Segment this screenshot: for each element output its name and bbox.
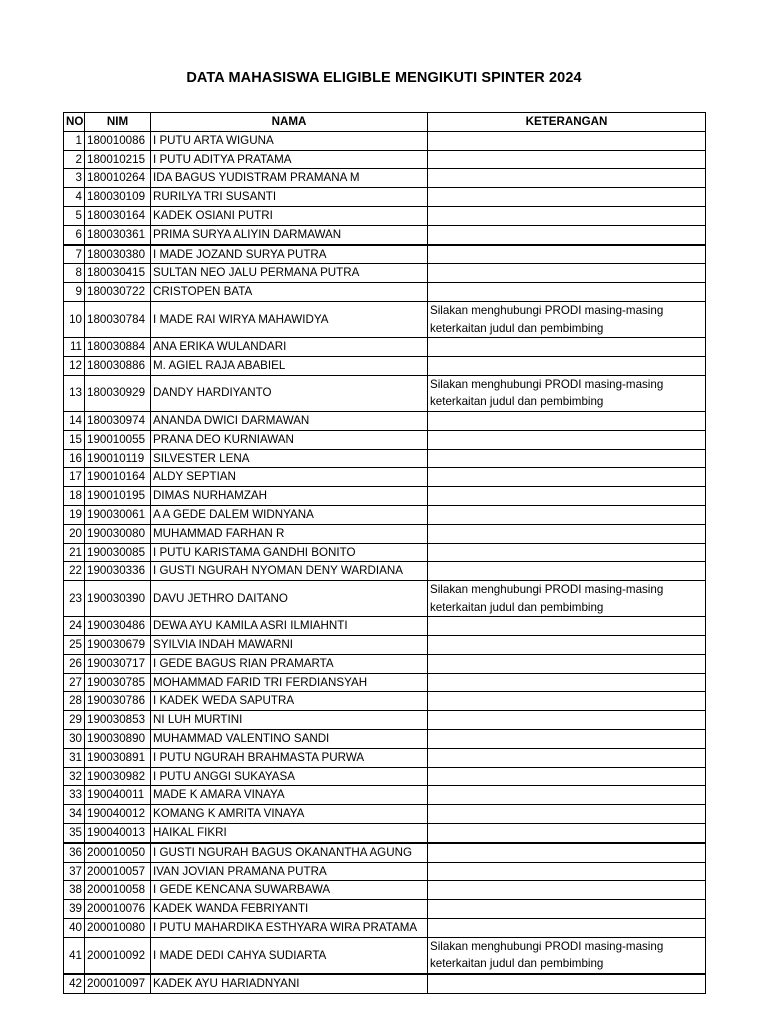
table-row [64, 805, 706, 824]
cell-nama: MUHAMMAD VALENTINO SANDI [151, 730, 428, 749]
cell-nama: M. AGIEL RAJA ABABIEL [151, 356, 428, 375]
cell-nama: IVAN JOVIAN PRAMANA PUTRA [151, 862, 428, 881]
cell-nim: 190030080 [85, 524, 151, 543]
table-row [64, 206, 706, 225]
cell-nama: PRIMA SURYA ALIYIN DARMAWAN [151, 225, 428, 244]
cell-keterangan [428, 245, 706, 264]
cell-keterangan [428, 654, 706, 673]
cell-nim: 190030390 [85, 581, 151, 617]
table-row [64, 711, 706, 730]
table-row [64, 524, 706, 543]
cell-keterangan [428, 188, 706, 207]
cell-nama: I GUSTI NGURAH NYOMAN DENY WARDIANA [151, 562, 428, 581]
cell-no: 3 [64, 169, 85, 188]
cell-keterangan [428, 786, 706, 805]
cell-nama: NI LUH MURTINI [151, 711, 428, 730]
cell-nama: I MADE DEDI CAHYA SUDIARTA [151, 937, 428, 974]
cell-keterangan [428, 711, 706, 730]
table-row [64, 225, 706, 244]
cell-nim: 190030486 [85, 617, 151, 636]
cell-nama: I MADE RAI WIRYA MAHAWIDYA [151, 301, 428, 337]
cell-keterangan [428, 805, 706, 824]
cell-nama: I PUTU ADITYA PRATAMA [151, 150, 428, 169]
cell-nama: MADE K AMARA VINAYA [151, 786, 428, 805]
cell-keterangan: Silakan menghubungi PRODI masing-masing keterkaitan judul dan pembimbing [428, 375, 706, 411]
cell-nim: 180030974 [85, 411, 151, 430]
cell-nim: 190040011 [85, 786, 151, 805]
cell-nama: SYILVIA INDAH MAWARNI [151, 636, 428, 655]
cell-nama: I GEDE BAGUS RIAN PRAMARTA [151, 654, 428, 673]
table-row [64, 543, 706, 562]
table-row [64, 468, 706, 487]
table-row [64, 862, 706, 881]
cell-nama: I GEDE KENCANA SUWARBAWA [151, 881, 428, 900]
cell-keterangan [428, 264, 706, 283]
cell-keterangan [428, 562, 706, 581]
cell-nama: I MADE JOZAND SURYA PUTRA [151, 245, 428, 264]
cell-no: 13 [64, 375, 85, 411]
cell-no: 34 [64, 805, 85, 824]
cell-nim: 180030884 [85, 338, 151, 357]
cell-keterangan [428, 767, 706, 786]
header-nim: NIM [85, 113, 151, 132]
cell-keterangan [428, 673, 706, 692]
table-row [64, 692, 706, 711]
cell-nim: 200010080 [85, 919, 151, 938]
cell-no: 18 [64, 487, 85, 506]
cell-no: 9 [64, 283, 85, 302]
cell-no: 12 [64, 356, 85, 375]
cell-no: 8 [64, 264, 85, 283]
cell-no: 40 [64, 919, 85, 938]
cell-nama: MOHAMMAD FARID TRI FERDIANSYAH [151, 673, 428, 692]
cell-no: 36 [64, 843, 85, 862]
cell-no: 25 [64, 636, 85, 655]
cell-no: 10 [64, 301, 85, 337]
cell-no: 23 [64, 581, 85, 617]
cell-nim: 190030336 [85, 562, 151, 581]
cell-nama: KOMANG K AMRITA VINAYA [151, 805, 428, 824]
cell-no: 32 [64, 767, 85, 786]
table-row [64, 824, 706, 843]
cell-no: 19 [64, 505, 85, 524]
cell-no: 15 [64, 430, 85, 449]
cell-nim: 190030717 [85, 654, 151, 673]
cell-keterangan [428, 131, 706, 150]
table-row [64, 937, 706, 974]
cell-no: 27 [64, 673, 85, 692]
cell-no: 21 [64, 543, 85, 562]
table-row [64, 188, 706, 207]
cell-no: 37 [64, 862, 85, 881]
cell-no: 4 [64, 188, 85, 207]
cell-nim: 190010055 [85, 430, 151, 449]
cell-nim: 190010195 [85, 487, 151, 506]
cell-no: 30 [64, 730, 85, 749]
cell-nim: 180030886 [85, 356, 151, 375]
cell-nim: 190010164 [85, 468, 151, 487]
cell-keterangan [428, 169, 706, 188]
cell-nama: CRISTOPEN BATA [151, 283, 428, 302]
table-row [64, 974, 706, 993]
cell-keterangan [428, 468, 706, 487]
table-row [64, 430, 706, 449]
table-row [64, 487, 706, 506]
cell-nama: I PUTU NGURAH BRAHMASTA PURWA [151, 748, 428, 767]
cell-nim: 180030722 [85, 283, 151, 302]
cell-no: 28 [64, 692, 85, 711]
cell-nama: ALDY SEPTIAN [151, 468, 428, 487]
cell-nama: I PUTU MAHARDIKA ESTHYARA WIRA PRATAMA [151, 919, 428, 938]
cell-no: 1 [64, 131, 85, 150]
cell-no: 42 [64, 974, 85, 993]
table-row [64, 131, 706, 150]
cell-keterangan: Silakan menghubungi PRODI masing-masing keterkaitan judul dan pembimbing [428, 937, 706, 974]
cell-keterangan [428, 900, 706, 919]
cell-nama: KADEK WANDA FEBRIYANTI [151, 900, 428, 919]
cell-nama: SULTAN NEO JALU PERMANA PUTRA [151, 264, 428, 283]
cell-no: 39 [64, 900, 85, 919]
cell-nama: PRANA DEO KURNIAWAN [151, 430, 428, 449]
cell-nim: 180030164 [85, 206, 151, 225]
cell-nama: KADEK OSIANI PUTRI [151, 206, 428, 225]
cell-nim: 200010076 [85, 900, 151, 919]
cell-nim: 200010058 [85, 881, 151, 900]
cell-nama: HAIKAL FIKRI [151, 824, 428, 843]
table-row [64, 301, 706, 337]
student-table [63, 112, 706, 994]
cell-nim: 190040013 [85, 824, 151, 843]
cell-nama: I PUTU ANGGI SUKAYASA [151, 767, 428, 786]
cell-keterangan [428, 283, 706, 302]
cell-nim: 190030785 [85, 673, 151, 692]
cell-no: 17 [64, 468, 85, 487]
cell-no: 41 [64, 937, 85, 974]
cell-keterangan [428, 862, 706, 881]
cell-keterangan [428, 824, 706, 843]
cell-keterangan [428, 730, 706, 749]
cell-keterangan [428, 225, 706, 244]
table-row [64, 338, 706, 357]
cell-nim: 190030061 [85, 505, 151, 524]
cell-nim: 200010050 [85, 843, 151, 862]
cell-keterangan [428, 843, 706, 862]
cell-nim: 190010119 [85, 449, 151, 468]
table-row [64, 356, 706, 375]
cell-keterangan [428, 636, 706, 655]
cell-keterangan [428, 919, 706, 938]
cell-no: 33 [64, 786, 85, 805]
cell-nama: A A GEDE DALEM WIDNYANA [151, 505, 428, 524]
cell-keterangan [428, 150, 706, 169]
cell-nim: 180030415 [85, 264, 151, 283]
cell-nama: I PUTU ARTA WIGUNA [151, 131, 428, 150]
cell-no: 2 [64, 150, 85, 169]
table-row [64, 375, 706, 411]
table-row [64, 767, 706, 786]
cell-nim: 190030891 [85, 748, 151, 767]
table-row [64, 245, 706, 264]
cell-no: 38 [64, 881, 85, 900]
cell-keterangan [428, 748, 706, 767]
cell-nama: RURILYA TRI SUSANTI [151, 188, 428, 207]
cell-nim: 180030361 [85, 225, 151, 244]
table-row [64, 617, 706, 636]
cell-nama: I PUTU KARISTAMA GANDHI BONITO [151, 543, 428, 562]
cell-no: 16 [64, 449, 85, 468]
table-row [64, 636, 706, 655]
header-keterangan: KETERANGAN [428, 113, 706, 132]
cell-keterangan [428, 974, 706, 993]
table-row [64, 730, 706, 749]
table-row [64, 919, 706, 938]
cell-no: 6 [64, 225, 85, 244]
cell-nim: 200010057 [85, 862, 151, 881]
cell-no: 22 [64, 562, 85, 581]
cell-nim: 180030380 [85, 245, 151, 264]
table-row [64, 449, 706, 468]
cell-nama: KADEK AYU HARIADNYANI [151, 974, 428, 993]
cell-nim: 180010215 [85, 150, 151, 169]
cell-no: 7 [64, 245, 85, 264]
cell-nama: SILVESTER LENA [151, 449, 428, 468]
cell-keterangan [428, 206, 706, 225]
cell-nim: 190040012 [85, 805, 151, 824]
cell-keterangan [428, 543, 706, 562]
cell-nim: 190030085 [85, 543, 151, 562]
cell-no: 24 [64, 617, 85, 636]
cell-no: 20 [64, 524, 85, 543]
cell-nama: ANANDA DWICI DARMAWAN [151, 411, 428, 430]
table-body [64, 131, 706, 993]
table-row [64, 900, 706, 919]
cell-nim: 180030109 [85, 188, 151, 207]
cell-nama: DANDY HARDIYANTO [151, 375, 428, 411]
cell-nim: 180010264 [85, 169, 151, 188]
cell-nama: ANA ERIKA WULANDARI [151, 338, 428, 357]
cell-keterangan [428, 430, 706, 449]
cell-nim: 190030890 [85, 730, 151, 749]
table-row [64, 786, 706, 805]
document-title: DATA MAHASISWA ELIGIBLE MENGIKUTI SPINTER 2024 [186, 70, 582, 86]
cell-no: 29 [64, 711, 85, 730]
header-no: NO [64, 113, 85, 132]
cell-keterangan [428, 338, 706, 357]
table-row [64, 169, 706, 188]
cell-nim: 200010092 [85, 937, 151, 974]
cell-keterangan [428, 449, 706, 468]
cell-no: 31 [64, 748, 85, 767]
cell-nama: I GUSTI NGURAH BAGUS OKANANTHA AGUNG [151, 843, 428, 862]
cell-nama: DAVU JETHRO DAITANO [151, 581, 428, 617]
cell-nim: 180030784 [85, 301, 151, 337]
cell-nama: DIMAS NURHAMZAH [151, 487, 428, 506]
cell-nim: 190030679 [85, 636, 151, 655]
table-row [64, 581, 706, 617]
cell-keterangan [428, 524, 706, 543]
cell-keterangan: Silakan menghubungi PRODI masing-masing keterkaitan judul dan pembimbing [428, 581, 706, 617]
table-row [64, 654, 706, 673]
table-row [64, 562, 706, 581]
cell-keterangan [428, 692, 706, 711]
table-row [64, 264, 706, 283]
cell-no: 5 [64, 206, 85, 225]
table-row [64, 843, 706, 862]
cell-nim: 190030786 [85, 692, 151, 711]
table-row [64, 283, 706, 302]
cell-nim: 190030982 [85, 767, 151, 786]
cell-nim: 190030853 [85, 711, 151, 730]
table-row [64, 881, 706, 900]
cell-keterangan [428, 505, 706, 524]
cell-nim: 180030929 [85, 375, 151, 411]
cell-no: 14 [64, 411, 85, 430]
table-row [64, 748, 706, 767]
table-row [64, 411, 706, 430]
cell-keterangan [428, 617, 706, 636]
cell-nama: MUHAMMAD FARHAN R [151, 524, 428, 543]
table-row [64, 673, 706, 692]
cell-keterangan [428, 487, 706, 506]
cell-keterangan [428, 356, 706, 375]
cell-keterangan [428, 881, 706, 900]
cell-nama: IDA BAGUS YUDISTRAM PRAMANA M [151, 169, 428, 188]
cell-keterangan [428, 411, 706, 430]
table-header-row [64, 113, 706, 132]
cell-nim: 200010097 [85, 974, 151, 993]
cell-nama: DEWA AYU KAMILA ASRI ILMIAHNTI [151, 617, 428, 636]
cell-no: 26 [64, 654, 85, 673]
cell-nim: 180010086 [85, 131, 151, 150]
header-nama: NAMA [151, 113, 428, 132]
table-row [64, 505, 706, 524]
cell-no: 11 [64, 338, 85, 357]
cell-keterangan: Silakan menghubungi PRODI masing-masing keterkaitan judul dan pembimbing [428, 301, 706, 337]
table-row [64, 150, 706, 169]
cell-nama: I KADEK WEDA SAPUTRA [151, 692, 428, 711]
cell-no: 35 [64, 824, 85, 843]
